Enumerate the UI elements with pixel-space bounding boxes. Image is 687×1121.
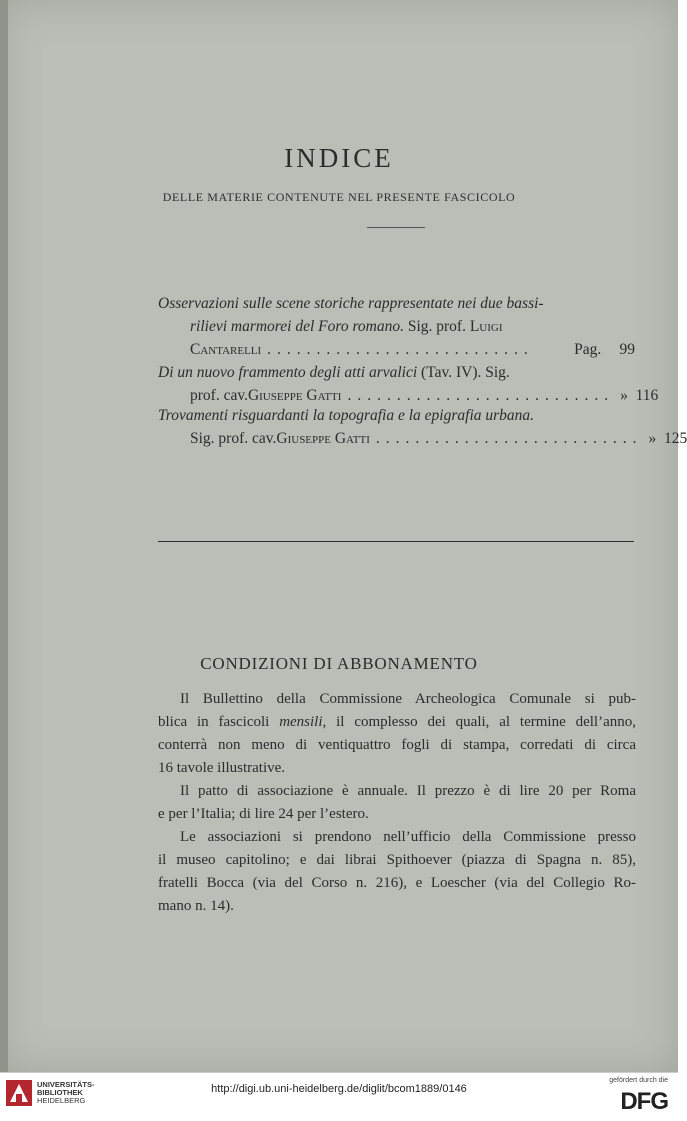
conditions-p1-line-4: 16 tavole illustrative. [158,760,286,776]
toc-entry-1-line-3 [190,340,635,360]
toc-entry-1-author-last: Cantarelli [190,341,262,358]
library-name-line-1: UNIVERSITÄTS- [37,1080,95,1089]
toc-entry-1-author-first: Luigi [469,318,503,335]
toc-entry-3-line-1 [158,406,534,426]
conditions-p1-text: blica in fascicoli [158,714,280,730]
conditions-p1-italic: mensili, [279,714,327,730]
toc-entry-2-line-1 [158,363,510,383]
conditions-title: CONDIZIONI DI ABBONAMENTO [200,654,478,673]
toc-leader: ........................... [267,341,534,358]
toc-entry-1-title: Osservazioni sulle scene storiche rappresentate nei due bassi- [158,295,544,312]
conditions-p1-line-1: Il Bullettino della Commissione Archeologica Comunale si pub- [180,691,636,707]
toc-entry-1-line-1 [158,294,544,314]
conditions-p3-line-3: fratelli Bocca (via del Corso n. 216), e Loescher (via del Collegio Ro- [158,875,636,891]
conditions-p3-line-2: il museo capitolino; e dai librai Spithoever (piazza di Spagna n. 85), [158,852,636,868]
toc-page-label: Pag. [574,341,602,358]
conditions-p3-line-4: mano n. 14). [158,898,234,914]
toc-entry-3-title: Trovamenti risguardanti la topografia e la epigrafia urbana. [158,407,535,424]
toc-entry-1-author-prefix: Sig. prof. [403,318,470,335]
toc-entry-2-author-prefix: prof. cav. [190,387,248,404]
toc-entry-1-line-2 [190,317,503,337]
toc-leader: ........................... [347,387,615,404]
conditions-p1-line-3: conterrà non meno di ventiquattro fogli di stampa, corredati di circa [158,737,636,753]
toc-entry-2-title-rest: (Tav. IV). Sig. [417,364,510,381]
toc-ditto-mark: » [648,430,657,447]
toc-entry-3-author-prefix: Sig. prof. cav. [190,430,277,447]
toc-entry-3-line-2 [190,429,687,449]
toc-leader: ........................... [375,430,643,447]
conditions-p2-line-2: e per l’Italia; di lire 24 per l’estero. [158,806,369,822]
dfg-logo: DFG [620,1088,668,1115]
toc-entry-2-line-2 [190,386,659,406]
conditions-p2-line-1: Il patto di associazione è annuale. Il prezzo è di lire 20 per Roma [180,783,636,799]
conditions-p1-line-2 [158,711,636,733]
index-title: INDICE [284,143,394,173]
short-divider [367,227,425,228]
conditions-p3-line-1: Le associazioni si prendono nell’ufficio della Commissione presso [180,829,636,845]
toc-entry-2-title: Di un nuovo frammento degli atti arvalici [158,364,418,381]
toc-entry-1-title-cont: rilievi marmorei del Foro romano. [190,318,404,335]
toc-entry-3-author: Giuseppe Gatti [276,430,370,447]
toc-entry-2-page: 116 [635,387,659,404]
toc-entry-2-author: Giuseppe Gatti [247,387,342,404]
funded-by-label: gefördert durch die [609,1077,668,1084]
conditions-p1-text-cont: il complesso dei quali, al termine dell’anno, [326,714,636,730]
toc-ditto-mark: » [620,387,628,404]
index-subtitle: DELLE MATERIE CONTENUTE NEL PRESENTE FASCICOLO [162,190,516,204]
toc-entry-1-page: 99 [619,341,635,358]
footer-bar [0,1072,678,1121]
toc-entry-3-page: 125 [664,430,687,447]
section-divider [158,541,634,542]
library-name-line-3: HEIDELBERG [37,1096,86,1105]
permalink-url[interactable]: http://digi.ub.uni-heidelberg.de/diglit/bcom1889/0146 [211,1083,467,1095]
library-name-line-2: BIBLIOTHEK [37,1088,83,1097]
